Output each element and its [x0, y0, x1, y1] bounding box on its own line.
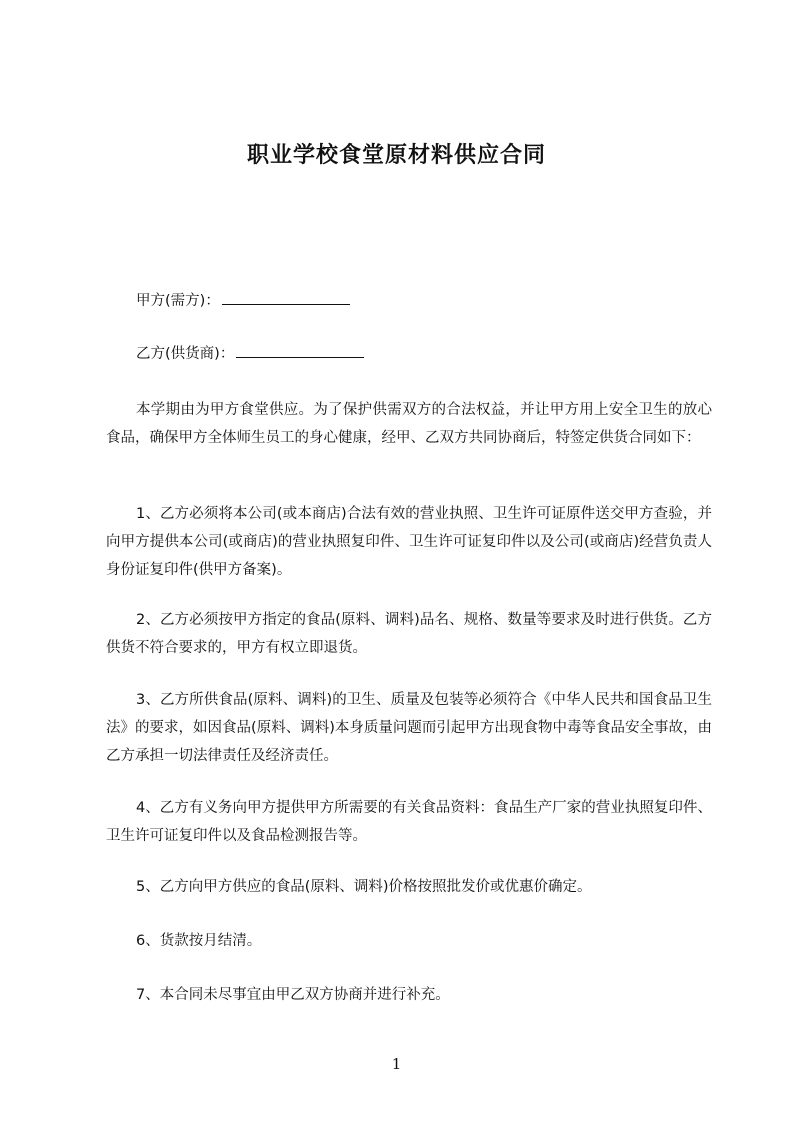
clause-6: 6、货款按月结清。 [136, 933, 262, 949]
clause-5: 5、乙方向甲方供应的食品(原料、调料)价格按照批发价或优惠价确定。 [136, 879, 592, 895]
party-b-line [136, 343, 364, 365]
clause-1: 1、乙方必须将本公司(或本商店)合法有效的营业执照、卫生许可证原件送交甲方查验，并向甲方提供本公司(或商店)的营业执照复印件、卫生许可证复印件以及公司(或商店)经营负责人身份证复印件(供甲方备案)。 [106, 506, 712, 578]
intro-paragraph: 本学期由为甲方食堂供应。为了保护供需双方的合法权益，并让甲方用上安全卫生的放心食品，确保甲方全体师生员工的身心健康，经甲、乙双方共同协商后，特签定供货合同如下： [106, 402, 712, 446]
page-number: 1 [391, 1055, 402, 1073]
party-b-label: 乙方(供货商)： [136, 346, 235, 362]
clause-7: 7、本合同未尽事宜由甲乙双方协商并进行补充。 [136, 987, 450, 1003]
page-title: 职业学校食堂原材料供应合同 [246, 143, 546, 168]
clause-2: 2、乙方必须按甲方指定的食品(原料、调料)品名、规格、数量等要求及时进行供货。乙方供货不符合要求的，甲方有权立即退货。 [106, 612, 712, 656]
party-a-line [136, 290, 350, 312]
party-a-label: 甲方(需方)： [136, 293, 220, 309]
party-b-blank [236, 343, 364, 358]
clause-3: 3、乙方所供食品(原料、调料)的卫生、质量及包装等必须符合《中华人民共和国食品卫生法》的要求，如因食品(原料、调料)本身质量问题而引起甲方出现食物中毒等食品安全事故，由乙方承担一切法律责任及经济责任。 [106, 692, 712, 764]
party-a-blank [222, 290, 350, 305]
clause-4: 4、乙方有义务向甲方提供甲方所需要的有关食品资料：食品生产厂家的营业执照复印件、卫生许可证复印件以及食品检测报告等。 [106, 800, 712, 844]
